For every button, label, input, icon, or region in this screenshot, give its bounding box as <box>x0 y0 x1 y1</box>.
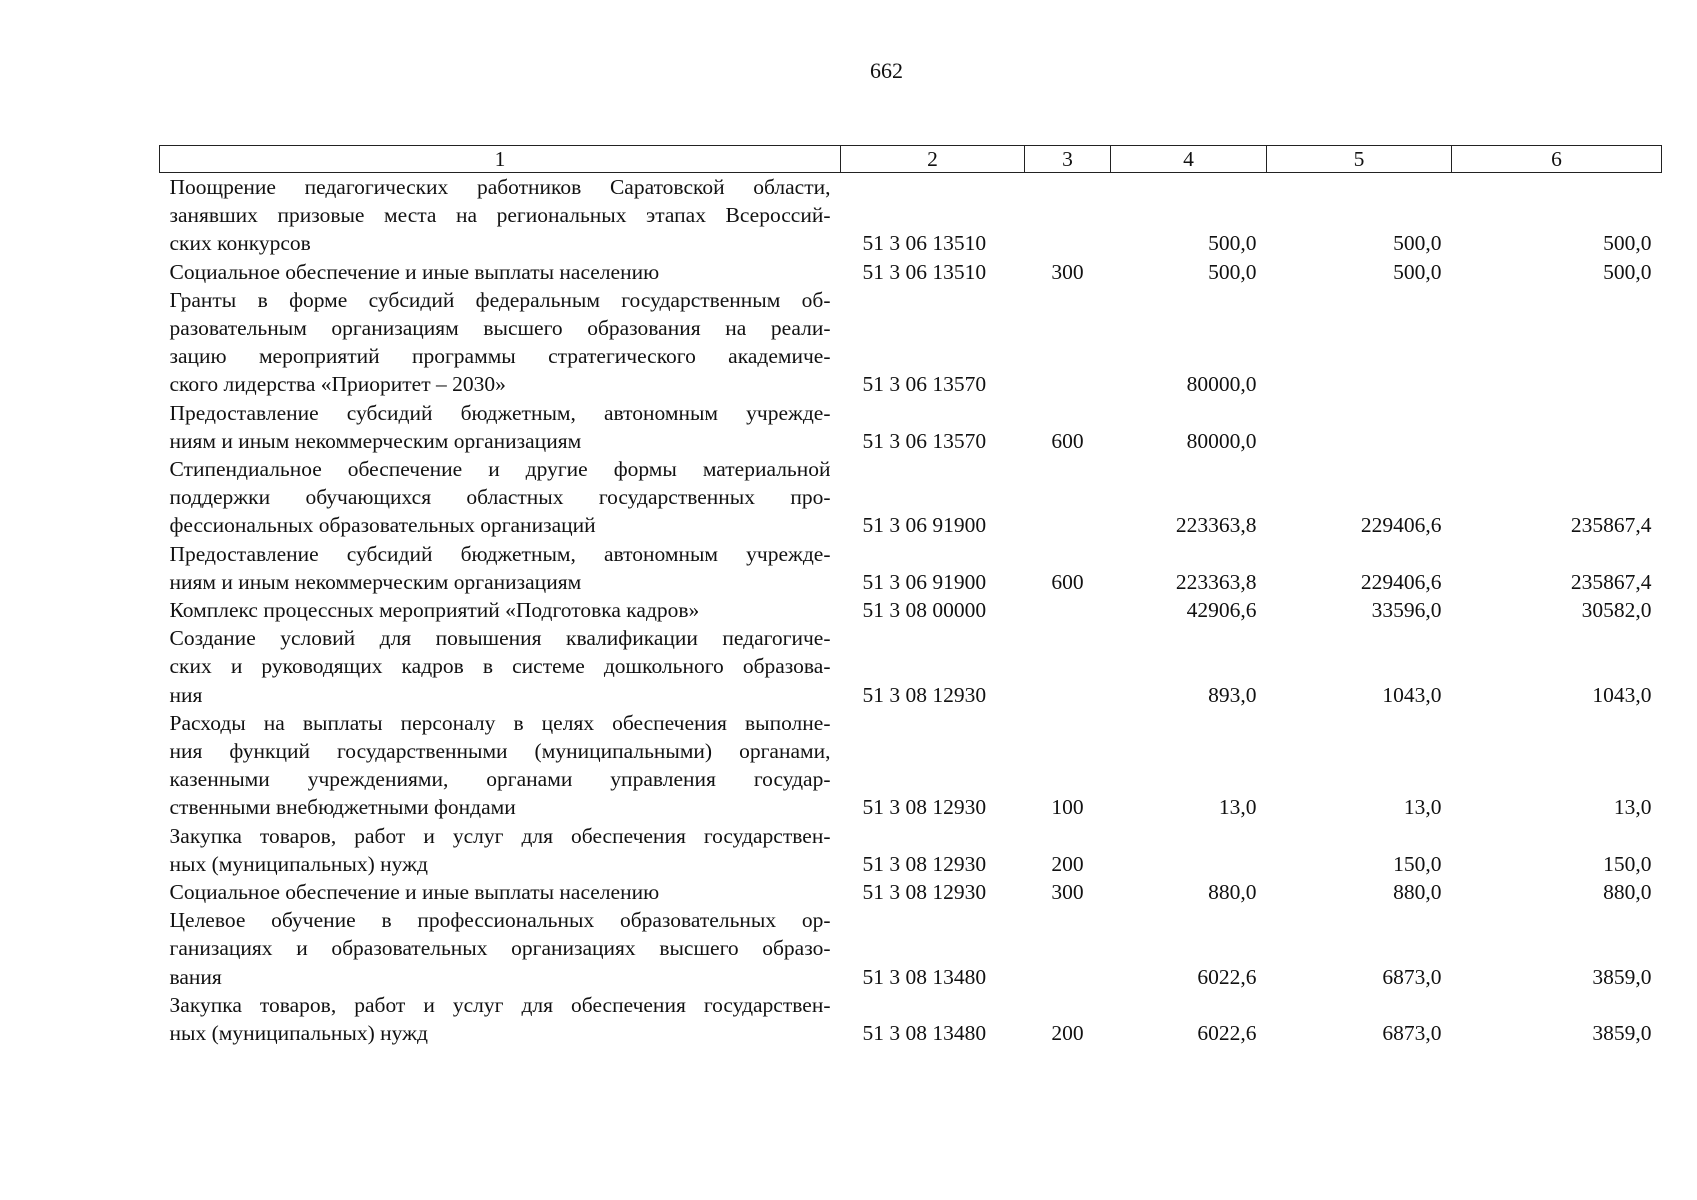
description-line: ственными внебюджетными фондами <box>169 795 516 820</box>
row-description <box>160 596 841 624</box>
row-description <box>160 991 841 1047</box>
amount-col4-cell: 80000,0 <box>1186 372 1257 397</box>
amount-col5-cell: 1043,0 <box>1382 682 1442 707</box>
budget-code-cell: 51 3 08 00000 <box>862 598 987 623</box>
amount-col6-cell: 235867,4 <box>1570 569 1652 594</box>
table-row <box>160 173 1662 258</box>
expense-type-cell: 200 <box>1051 851 1084 876</box>
description-line: Поощрение педагогических работников Саратовской области, <box>169 175 831 199</box>
table-row <box>160 455 1662 540</box>
description-line: вания <box>169 964 222 989</box>
amount-col4-cell: 500,0 <box>1208 231 1257 256</box>
amount-col6-cell: 13,0 <box>1613 795 1652 820</box>
description-line: Социальное обеспечение и иные выплаты населению <box>169 259 660 284</box>
budget-code-cell: 51 3 06 13570 <box>862 372 987 397</box>
amount-col6-cell: 3859,0 <box>1592 1021 1652 1046</box>
table-row <box>160 258 1662 286</box>
budget-code-cell: 51 3 08 13480 <box>862 1021 987 1046</box>
amount-col5-cell: 150,0 <box>1393 851 1442 876</box>
budget-code-cell: 51 3 06 13570 <box>862 428 987 453</box>
budget-code-cell: 51 3 06 91900 <box>862 513 987 538</box>
amount-col6-cell <box>1452 286 1662 399</box>
amount-col4-cell: 80000,0 <box>1186 428 1257 453</box>
description-line: Социальное обеспечение и иные выплаты населению <box>169 880 660 905</box>
expense-type-cell <box>1025 455 1111 540</box>
row-description <box>160 624 841 709</box>
amount-col4-cell: 893,0 <box>1208 682 1257 707</box>
description-line: разовательным организациям высшего образования на реали- <box>169 316 831 341</box>
row-description <box>160 822 841 878</box>
description-line: Закупка товаров, работ и услуг для обеспечения государствен- <box>169 823 831 848</box>
budget-code-cell: 51 3 08 12930 <box>862 795 987 820</box>
column-header: 4 <box>1111 146 1267 173</box>
expense-type-cell: 300 <box>1051 259 1084 284</box>
amount-col6-cell: 235867,4 <box>1570 513 1652 538</box>
table-row <box>160 596 1662 624</box>
description-line: Расходы на выплаты персоналу в целях обеспечения выполне- <box>169 710 831 735</box>
description-line: Предоставление субсидий бюджетным, автономным учрежде- <box>169 541 831 566</box>
table-body <box>160 173 1662 1048</box>
amount-col6-cell: 500,0 <box>1603 231 1652 256</box>
table-header-row <box>160 146 1662 173</box>
amount-col4-cell: 13,0 <box>1218 795 1257 820</box>
table-row <box>160 906 1662 991</box>
budget-code-cell: 51 3 06 13510 <box>862 259 987 284</box>
table-row <box>160 399 1662 455</box>
expense-type-cell: 200 <box>1051 1021 1084 1046</box>
amount-col4-cell: 880,0 <box>1208 880 1257 905</box>
amount-col5-cell <box>1267 286 1452 399</box>
description-line: ния функций государственными (муниципальными) органами, <box>169 739 831 764</box>
column-header: 2 <box>841 146 1025 173</box>
page-number: 662 <box>870 58 903 83</box>
expense-type-cell <box>1025 624 1111 709</box>
row-description <box>160 286 841 399</box>
table-row <box>160 878 1662 906</box>
description-line: ского лидерства «Приоритет – 2030» <box>169 372 506 397</box>
description-line: казенными учреждениями, органами управления государ- <box>169 767 831 792</box>
amount-col4-cell: 223363,8 <box>1175 569 1257 594</box>
row-description <box>160 455 841 540</box>
column-header: 1 <box>160 146 841 173</box>
description-line: Гранты в форме субсидий федеральным государственным об- <box>169 287 831 312</box>
expense-type-cell: 100 <box>1051 795 1084 820</box>
column-header: 6 <box>1452 146 1662 173</box>
column-header: 3 <box>1025 146 1111 173</box>
description-line: Закупка товаров, работ и услуг для обеспечения государствен- <box>169 992 831 1017</box>
row-description <box>160 906 841 991</box>
amount-col5-cell: 229406,6 <box>1360 569 1442 594</box>
description-line: Стипендиальное обеспечение и другие формы материальной <box>169 457 831 482</box>
budget-code-cell: 51 3 08 12930 <box>862 851 987 876</box>
row-description <box>160 258 841 286</box>
description-line: Предоставление субсидий бюджетным, автономным учрежде- <box>169 400 831 425</box>
amount-col6-cell: 1043,0 <box>1592 682 1652 707</box>
column-header: 5 <box>1267 146 1452 173</box>
amount-col4-cell: 500,0 <box>1208 259 1257 284</box>
description-line: ских конкурсов <box>169 231 311 256</box>
amount-col5-cell: 13,0 <box>1403 795 1442 820</box>
amount-col5-cell: 880,0 <box>1393 880 1442 905</box>
description-line: ских и руководящих кадров в системе дошкольного образова- <box>169 654 831 679</box>
description-line: Целевое обучение в профессиональных образовательных ор- <box>169 908 831 933</box>
amount-col4-cell: 6022,6 <box>1197 1021 1257 1046</box>
description-line: Комплекс процессных мероприятий «Подготовка кадров» <box>169 598 700 623</box>
table-row <box>160 822 1662 878</box>
amount-col4-cell: 6022,6 <box>1197 964 1257 989</box>
budget-code-cell: 51 3 08 12930 <box>862 682 987 707</box>
expense-type-cell <box>1025 596 1111 624</box>
table-row <box>160 286 1662 399</box>
budget-code-cell: 51 3 06 13510 <box>862 231 987 256</box>
budget-table <box>159 145 1662 1047</box>
amount-col6-cell: 880,0 <box>1603 880 1652 905</box>
budget-code-cell: 51 3 06 91900 <box>862 569 987 594</box>
description-line: ных (муниципальных) нужд <box>169 851 428 876</box>
table-row <box>160 991 1662 1047</box>
amount-col6-cell <box>1452 399 1662 455</box>
row-description <box>160 173 841 258</box>
expense-type-cell: 600 <box>1051 569 1084 594</box>
description-line: ниям и иным некоммерческим организациям <box>169 428 582 453</box>
amount-col4-cell: 223363,8 <box>1175 513 1257 538</box>
expense-type-cell: 600 <box>1051 428 1084 453</box>
description-line: ных (муниципальных) нужд <box>169 1021 428 1046</box>
table-row <box>160 624 1662 709</box>
expense-type-cell <box>1025 906 1111 991</box>
amount-col6-cell: 500,0 <box>1603 259 1652 284</box>
description-line: Создание условий для повышения квалификации педагогиче- <box>169 626 831 651</box>
row-description <box>160 709 841 822</box>
amount-col5-cell <box>1267 399 1452 455</box>
description-line: поддержки обучающихся областных государственных про- <box>169 485 831 510</box>
expense-type-cell: 300 <box>1051 880 1084 905</box>
budget-code-cell: 51 3 08 12930 <box>862 880 987 905</box>
row-description <box>160 399 841 455</box>
amount-col4-cell: 42906,6 <box>1186 598 1257 623</box>
amount-col5-cell: 33596,0 <box>1371 598 1442 623</box>
amount-col5-cell: 500,0 <box>1393 231 1442 256</box>
description-line: занявших призовые места на региональных этапах Всероссий- <box>169 203 831 228</box>
row-description <box>160 878 841 906</box>
description-line: ниям и иным некоммерческим организациям <box>169 569 582 594</box>
amount-col5-cell: 229406,6 <box>1360 513 1442 538</box>
amount-col6-cell: 150,0 <box>1603 851 1652 876</box>
description-line: фессиональных образовательных организаций <box>169 513 596 538</box>
description-line: ганизациях и образовательных организациях высшего образо- <box>169 936 831 961</box>
description-line: ния <box>169 682 203 707</box>
amount-col5-cell: 500,0 <box>1393 259 1442 284</box>
amount-col6-cell: 30582,0 <box>1581 598 1652 623</box>
row-description <box>160 540 841 596</box>
amount-col4-cell <box>1111 822 1267 878</box>
expense-type-cell <box>1025 286 1111 399</box>
description-line: зацию мероприятий программы стратегического академиче- <box>169 344 831 369</box>
amount-col5-cell: 6873,0 <box>1382 964 1442 989</box>
table-row <box>160 540 1662 596</box>
amount-col6-cell: 3859,0 <box>1592 964 1652 989</box>
budget-code-cell: 51 3 08 13480 <box>862 964 987 989</box>
table-row <box>160 709 1662 822</box>
expense-type-cell <box>1025 173 1111 258</box>
amount-col5-cell: 6873,0 <box>1382 1021 1442 1046</box>
